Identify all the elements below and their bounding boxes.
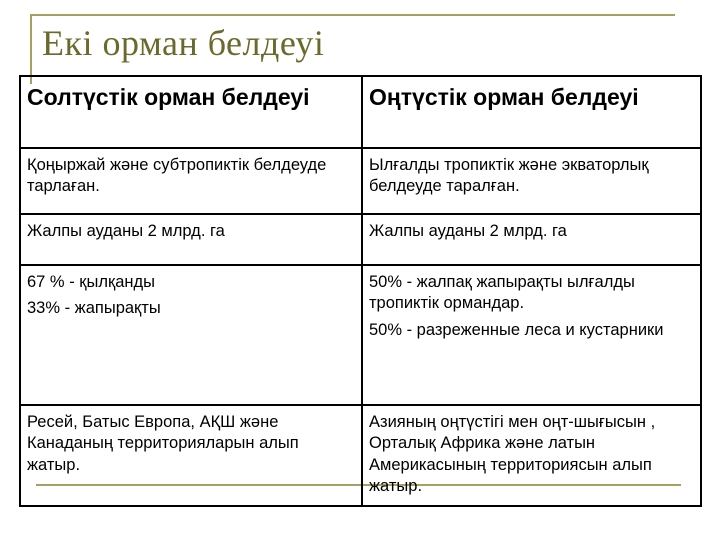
cell-text: Жалпы ауданы 2 млрд. га [369, 222, 567, 240]
table-cell [362, 148, 701, 214]
table-cell [20, 405, 362, 506]
table-cell [362, 265, 701, 405]
table-cell [20, 214, 362, 265]
cell-text: 50% - жалпақ жапырақты ылғалды тропиктік ормандар. [369, 273, 635, 313]
table-row [20, 148, 701, 214]
decorative-left-line [30, 14, 32, 84]
comparison-table [19, 75, 702, 507]
table-cell [362, 214, 701, 265]
table-cell [20, 265, 362, 405]
table-header-row [20, 76, 701, 148]
cell-text: Қоңыржай және субтропиктік белдеуде тарлаған. [27, 156, 327, 196]
header-northern-zone: Солтүстік орман белдеуі [20, 76, 362, 148]
table-cell [362, 405, 701, 506]
cell-text: 67 % - қылқанды [27, 273, 155, 291]
cell-text: 50% - разреженные леса и кустарники [369, 320, 664, 339]
table-row [20, 405, 701, 506]
header-southern-zone: Оңтүстік орман белдеуі [362, 76, 701, 148]
cell-text: Ылғалды тропиктік және экваторлық белдеуде таралған. [369, 156, 649, 196]
decorative-top-line [30, 14, 675, 16]
cell-text: Ресей, Батыс Европа, АҚШ және Канаданың территорияларын алып жатыр. [27, 413, 299, 474]
slide-title: Екі орман белдеуі [42, 23, 325, 63]
cell-text: Жалпы ауданы 2 млрд. га [27, 222, 225, 240]
cell-text: Азияның оңтүстігі мен оңт-шығысын , Орталық Африка және латын Америкасының территориясын алып жатыр. [369, 413, 656, 496]
cell-text: 33% - жапырақты [27, 299, 161, 318]
table-cell [20, 148, 362, 214]
table-row [20, 214, 701, 265]
table-row [20, 265, 701, 405]
